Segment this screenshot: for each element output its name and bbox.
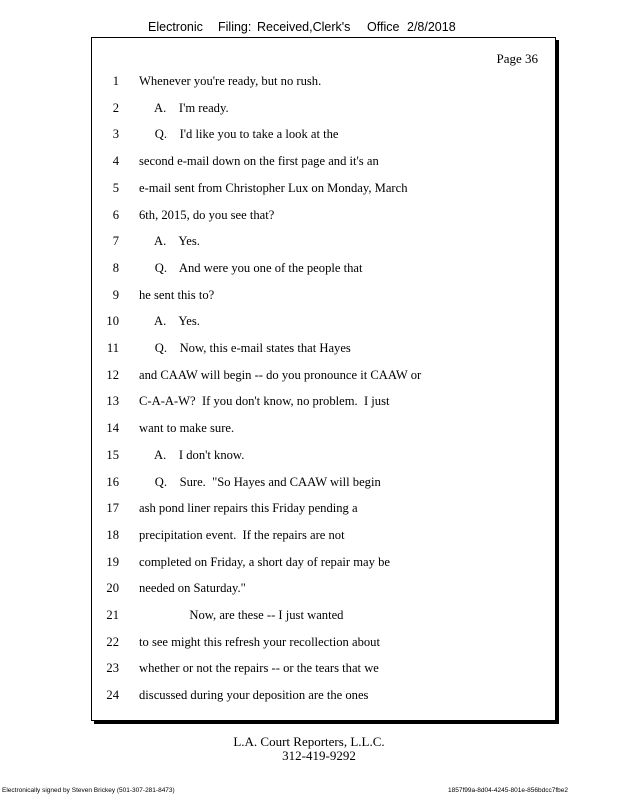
page-number: Page 36 <box>496 51 538 66</box>
line-text: precipitation event. If the repairs are not <box>139 527 345 542</box>
electronic-signature-note: Electronically signed by Steven Brickey (501-307-281-8473) <box>2 787 175 794</box>
line-number: 4 <box>112 154 119 169</box>
transcript-line <box>92 421 555 439</box>
transcript-line <box>92 555 555 573</box>
transcript-line <box>92 394 555 412</box>
line-text: Q. And were you one of the people that <box>139 260 363 275</box>
header-word: Received,Clerk's <box>257 20 351 34</box>
transcript-line <box>92 234 555 252</box>
line-text: whether or not the repairs -- or the tears that we <box>139 661 379 676</box>
line-text: completed on Friday, a short day of repair may be <box>139 554 390 569</box>
line-number: 11 <box>106 341 119 355</box>
line-number: 24 <box>106 688 119 703</box>
line-text: second e-mail down on the first page and it's an <box>139 154 379 169</box>
transcript-line <box>92 314 555 332</box>
line-number: 9 <box>112 287 119 302</box>
line-text: needed on Saturday." <box>139 581 246 596</box>
line-number: 21 <box>106 608 119 622</box>
line-number: 8 <box>112 260 119 275</box>
line-text: Q. Now, this e-mail states that Hayes <box>139 341 351 355</box>
line-number: 1 <box>112 74 119 88</box>
transcript-line <box>92 475 555 493</box>
transcript-line <box>92 501 555 519</box>
transcript-line <box>92 661 555 679</box>
transcript-line <box>92 448 555 466</box>
footer-company: L.A. Court Reporters, L.L.C. <box>233 734 385 749</box>
header-word: Office <box>367 20 400 34</box>
transcript-line <box>92 127 555 145</box>
line-number: 15 <box>106 447 119 462</box>
line-text: he sent this to? <box>139 287 215 302</box>
line-text: A. Yes. <box>139 314 200 329</box>
line-text: Q. I'd like you to take a look at the <box>139 127 339 142</box>
line-number: 3 <box>112 127 119 142</box>
transcript-line <box>92 368 555 386</box>
line-number: 10 <box>106 314 119 329</box>
line-number: 7 <box>112 234 119 249</box>
transcript-line <box>92 288 555 306</box>
transcript-line <box>92 341 555 359</box>
line-number: 12 <box>106 367 119 382</box>
transcript-line <box>92 635 555 653</box>
document-hash: 1857f99a-8d04-4245-801e-856bdcc7fbe2 <box>448 787 568 794</box>
line-number: 6 <box>112 207 119 222</box>
line-text: e-mail sent from Christopher Lux on Monday, March <box>139 180 408 195</box>
line-text: to see might this refresh your recollection about <box>139 634 380 649</box>
line-text: discussed during your deposition are the ones <box>139 688 369 703</box>
transcript-line <box>92 181 555 199</box>
header-word: Filing: <box>218 20 252 34</box>
transcript-line <box>92 688 555 706</box>
line-number: 22 <box>106 634 119 649</box>
transcript-line <box>92 608 555 626</box>
line-number: 13 <box>106 394 119 409</box>
line-text: C-A-A-W? If you don't know, no problem. I just <box>139 394 390 409</box>
line-text: want to make sure. <box>139 421 235 436</box>
line-text: ash pond liner repairs this Friday pending a <box>139 501 358 516</box>
line-number: 18 <box>106 527 119 542</box>
transcript-line <box>92 101 555 119</box>
line-number: 5 <box>112 180 119 195</box>
line-text: Now, are these -- I just wanted <box>139 608 344 622</box>
transcript-line <box>92 261 555 279</box>
header-word: 2/8/2018 <box>407 20 456 34</box>
transcript-line <box>92 74 555 92</box>
line-number: 17 <box>106 501 119 516</box>
line-text: A. Yes. <box>139 234 200 249</box>
line-text: Whenever you're ready, but no rush. <box>139 74 322 88</box>
transcript-line <box>92 581 555 599</box>
line-text: Q. Sure. "So Hayes and CAAW will begin <box>139 474 381 489</box>
line-text: 6th, 2015, do you see that? <box>139 207 275 222</box>
transcript-line <box>92 208 555 226</box>
line-text: A. I don't know. <box>139 447 245 462</box>
line-text: A. I'm ready. <box>139 100 229 115</box>
transcript-page-frame <box>91 37 556 721</box>
line-number: 14 <box>106 421 119 436</box>
footer-phone: 312-419-9292 <box>282 748 356 763</box>
line-text: and CAAW will begin -- do you pronounce it CAAW or <box>139 367 422 382</box>
line-number: 16 <box>106 474 119 489</box>
header-word: Electronic <box>148 20 203 34</box>
line-number: 20 <box>106 581 119 596</box>
transcript-line <box>92 154 555 172</box>
line-number: 2 <box>112 100 119 115</box>
transcript-line <box>92 528 555 546</box>
line-number: 19 <box>106 554 119 569</box>
line-number: 23 <box>106 661 119 676</box>
